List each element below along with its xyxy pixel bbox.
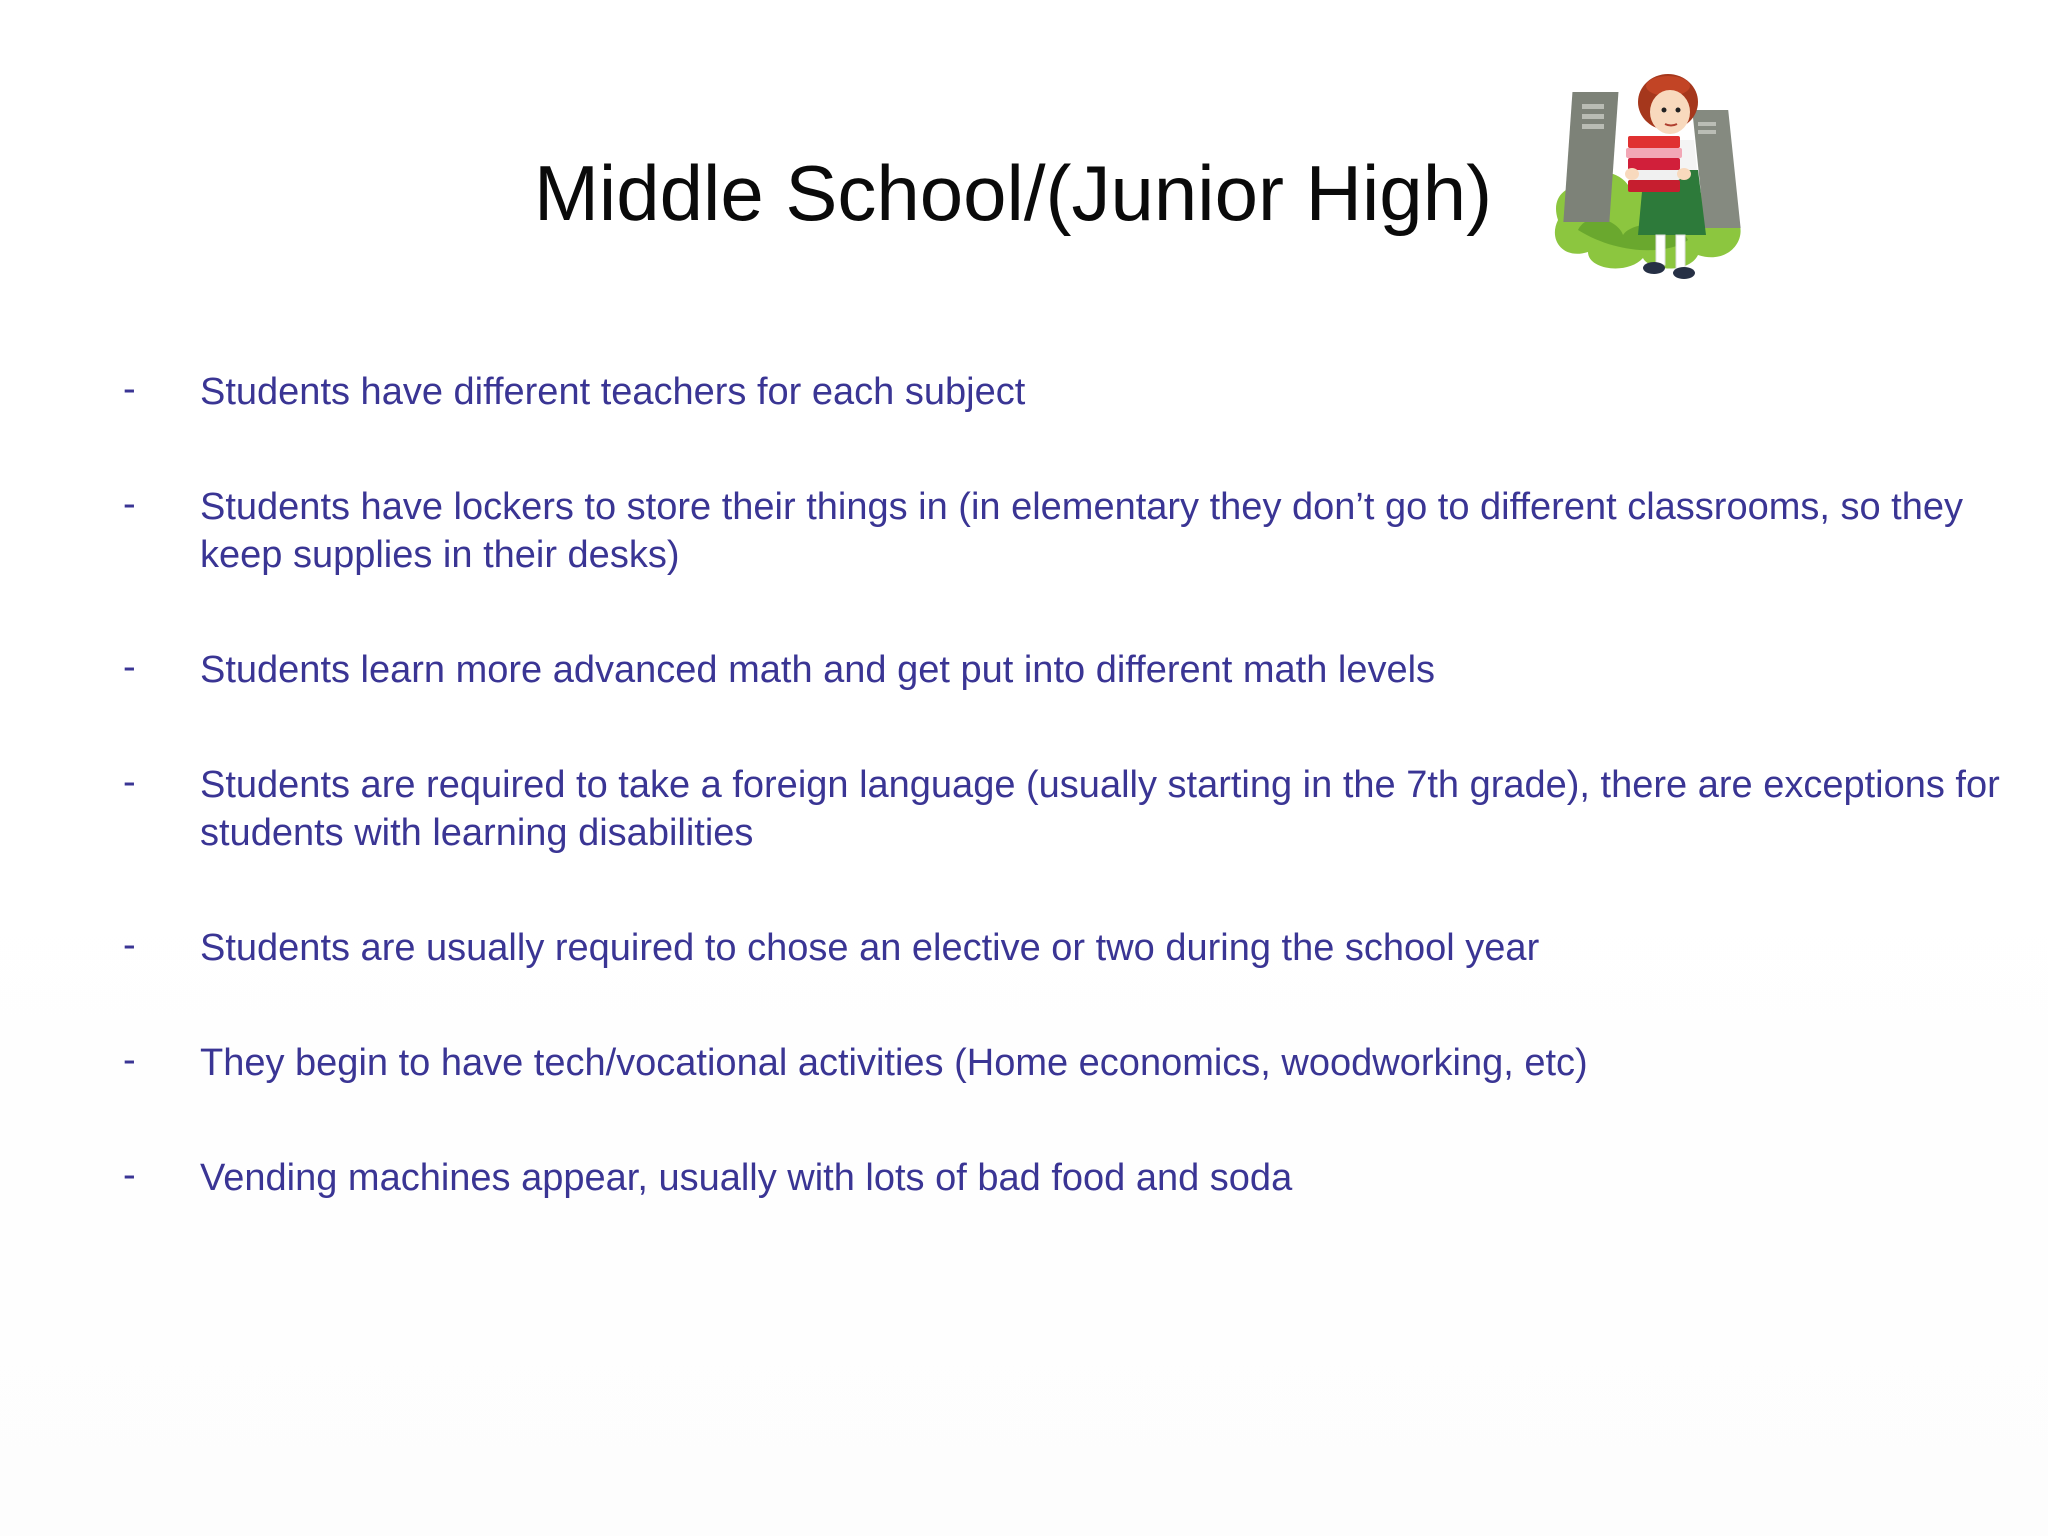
bullet-item [120,1154,2000,1202]
bullet-marker: - [123,368,136,410]
bullet-marker: - [123,924,136,966]
bullet-item [120,646,2000,694]
bullet-text: Vending machines appear, usually with lots of bad food and soda [200,1157,1293,1199]
bullet-text: Students are usually required to chose an elective or two during the school year [200,927,1540,969]
bullet-item [120,924,2000,972]
bullet-text: Students have different teachers for each subject [200,371,1026,413]
bullet-item [120,483,2000,579]
bullet-item [120,1039,2000,1087]
bullet-item [120,368,2000,416]
bullet-text: Students have lockers to store their things in (in elementary they don’t go to different classrooms, so they keep supplies in their desks) [200,486,1963,576]
bullet-text: Students learn more advanced math and get put into different math levels [200,649,1436,691]
bullet-list [120,368,2000,1269]
bullet-marker: - [123,483,136,525]
slide-title: Middle School/(Junior High) [533,149,1493,237]
bullet-item [120,761,2000,857]
bullet-marker: - [123,646,136,688]
bullet-marker: - [123,1039,136,1081]
bullet-text: Students are required to take a foreign language (usually starting in the 7th grade), there are exceptions for students with learning disabilities [200,764,2000,854]
bullet-text: They begin to have tech/vocational activities (Home economics, woodworking, etc) [200,1042,1588,1084]
bullet-marker: - [123,1154,136,1196]
student-with-books-clipart [1548,70,1748,292]
bullet-marker: - [123,761,136,803]
